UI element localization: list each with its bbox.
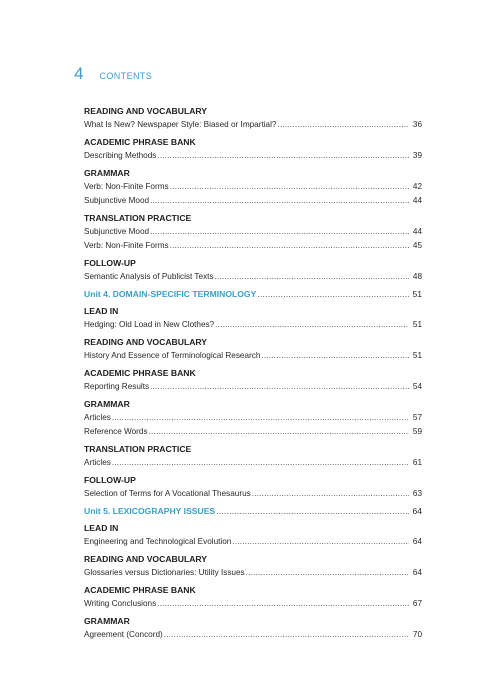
toc-entry[interactable] (84, 318, 422, 332)
page-ref: 39 (412, 151, 422, 160)
toc-entry[interactable] (84, 194, 422, 208)
page-ref: 57 (412, 413, 422, 422)
toc-entry[interactable] (84, 487, 422, 501)
dot-leader (112, 456, 409, 470)
unit-title: Unit 5. LEXICOGRAPHY ISSUES (84, 506, 216, 516)
toc-entry[interactable] (84, 149, 422, 163)
entry-title: Articles (84, 413, 111, 422)
entry-title: Writing Conclusions (84, 599, 157, 608)
page-ref: 67 (412, 599, 422, 608)
dot-leader (278, 118, 410, 132)
entry-title: Reporting Results (84, 382, 150, 391)
section-heading: GRAMMAR (84, 168, 130, 178)
page-ref: 44 (412, 227, 422, 236)
dot-leader (157, 597, 409, 611)
toc-entry[interactable] (84, 180, 422, 194)
section-heading: READING AND VOCABULARY (84, 554, 208, 564)
page-ref: 61 (412, 458, 422, 467)
entry-title: Describing Methods (84, 151, 157, 160)
entry-title: Semantic Analysis of Publicist Texts (84, 272, 214, 281)
dot-leader (164, 628, 409, 642)
dot-leader (232, 535, 409, 549)
toc-entry[interactable] (84, 425, 422, 439)
page-title: CONTENTS (99, 71, 153, 81)
section-heading: FOLLOW-UP (84, 475, 136, 485)
section-heading: FOLLOW-UP (84, 258, 136, 268)
entry-title: Glossaries versus Dictionaries: Utility Issues (84, 568, 245, 577)
dot-leader (252, 487, 409, 501)
toc-entry[interactable] (84, 239, 422, 253)
dot-leader (157, 149, 409, 163)
toc-entry[interactable] (84, 628, 422, 642)
page-ref: 54 (412, 382, 422, 391)
toc-entry[interactable] (84, 456, 422, 470)
toc-entry[interactable] (84, 411, 422, 425)
dot-leader (246, 566, 409, 580)
entry-title: Engineering and Technological Evolution (84, 537, 232, 546)
dot-leader (215, 318, 409, 332)
section-heading: GRAMMAR (84, 399, 130, 409)
section-heading: TRANSLATION PRACTICE (84, 213, 192, 223)
section-heading: LEAD IN (84, 523, 119, 533)
page-ref: 36 (412, 120, 422, 129)
page-header (74, 64, 152, 84)
page-ref: 45 (412, 241, 422, 250)
entry-title: Subjunctive Mood (84, 227, 150, 236)
page-ref: 64 (412, 537, 422, 546)
page-ref: 64 (412, 568, 422, 577)
entry-title: Hedging: Old Load in New Clothes? (84, 320, 215, 329)
dot-leader (150, 225, 409, 239)
unit-title: Unit 4. DOMAIN-SPECIFIC TERMINOLOGY (84, 289, 257, 299)
toc-entry[interactable] (84, 566, 422, 580)
toc-entry[interactable] (84, 270, 422, 284)
entry-title: Selection of Terms for A Vocational Thesaurus (84, 489, 251, 498)
entry-title: Articles (84, 458, 111, 467)
toc-entry[interactable] (84, 535, 422, 549)
dot-leader (216, 504, 409, 518)
section-heading: TRANSLATION PRACTICE (84, 444, 192, 454)
entry-title: Reference Words (84, 427, 148, 436)
entry-title: Agreement (Concord) (84, 630, 163, 639)
section-heading: GRAMMAR (84, 616, 130, 626)
page-ref: 51 (412, 289, 422, 299)
section-heading: ACADEMIC PHRASE BANK (84, 368, 196, 378)
section-heading: READING AND VOCABULARY (84, 106, 208, 116)
unit-entry[interactable] (84, 287, 422, 301)
dot-leader (150, 194, 409, 208)
dot-leader (112, 411, 409, 425)
dot-leader (261, 349, 409, 363)
toc-entry[interactable] (84, 225, 422, 239)
dot-leader (170, 239, 409, 253)
unit-entry[interactable] (84, 504, 422, 518)
toc-entry[interactable] (84, 118, 422, 132)
entry-title: Subjunctive Mood (84, 196, 150, 205)
page-ref: 44 (412, 196, 422, 205)
toc-entry[interactable] (84, 380, 422, 394)
dot-leader (150, 380, 409, 394)
entry-title: Verb: Non-Finite Forms (84, 182, 169, 191)
toc-entry[interactable] (84, 349, 422, 363)
table-of-contents (84, 104, 422, 642)
entry-title: History And Essence of Terminological Research (84, 351, 261, 360)
page-ref: 51 (412, 320, 422, 329)
dot-leader (149, 425, 409, 439)
section-heading: LEAD IN (84, 306, 119, 316)
dot-leader (257, 287, 409, 301)
entry-title: What Is New? Newspaper Style: Biased or Impartial? (84, 120, 277, 129)
dot-leader (170, 180, 409, 194)
section-heading: ACADEMIC PHRASE BANK (84, 585, 196, 595)
toc-entry[interactable] (84, 597, 422, 611)
page-ref: 59 (412, 427, 422, 436)
page-ref: 64 (412, 506, 422, 516)
dot-leader (215, 270, 409, 284)
section-heading: ACADEMIC PHRASE BANK (84, 137, 196, 147)
section-heading: READING AND VOCABULARY (84, 337, 208, 347)
page-ref: 70 (412, 630, 422, 639)
page-number: 4 (74, 64, 84, 83)
page-ref: 42 (412, 182, 422, 191)
page-ref: 63 (412, 489, 422, 498)
page-ref: 51 (412, 351, 422, 360)
page-ref: 48 (412, 272, 422, 281)
entry-title: Verb: Non-Finite Forms (84, 241, 169, 250)
